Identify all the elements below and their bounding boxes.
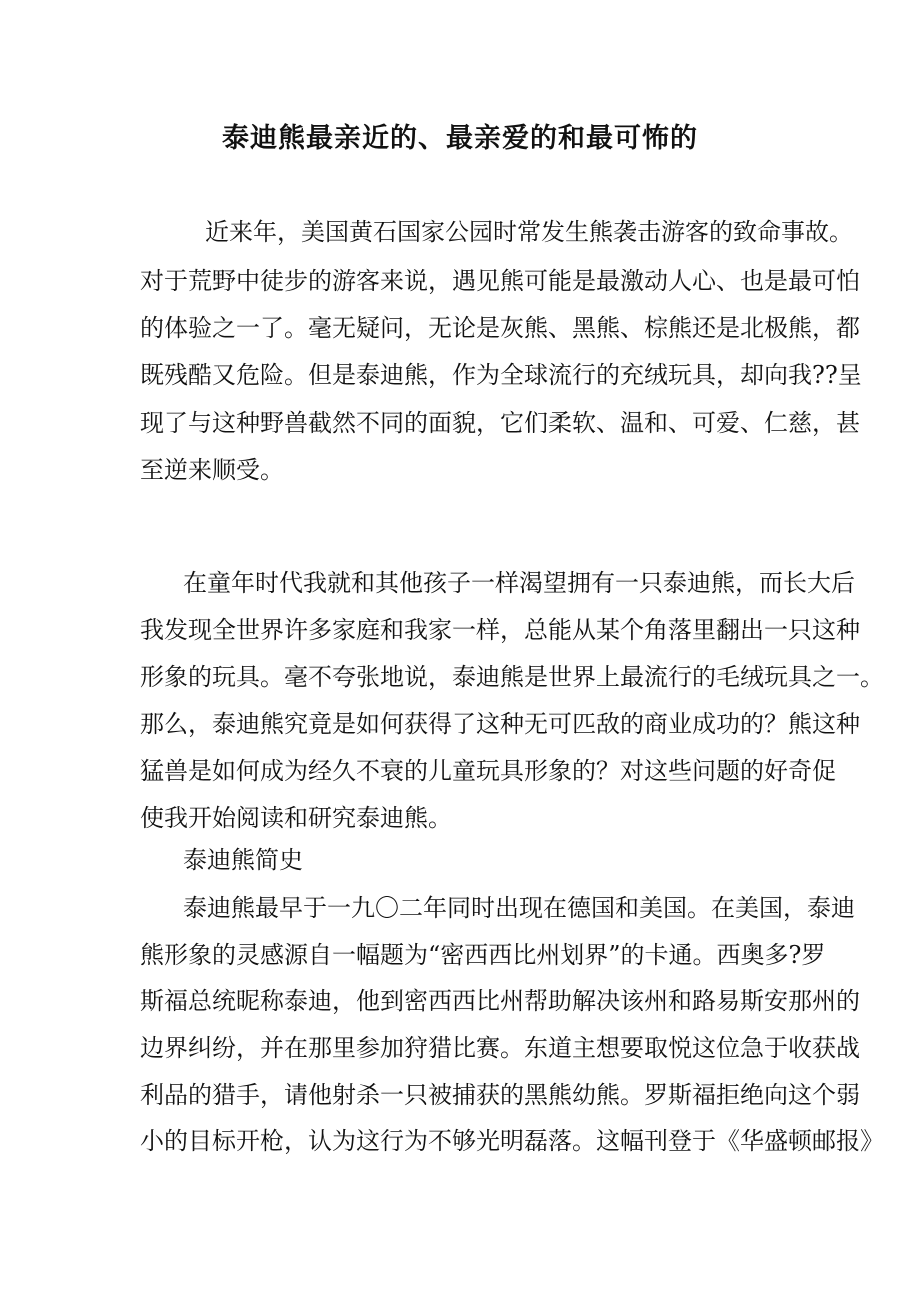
text-line: 形象的玩具。毫不夸张地说，泰迪熊是世界上最流行的毛绒玩具之一。 [140, 663, 884, 691]
section-heading: 泰迪熊简史 [183, 846, 303, 874]
text-line: 小的目标开枪，认为这行为不够光明磊落。这幅刊登于《华盛顿邮报》 [140, 1127, 884, 1155]
text-line: 那么，泰迪熊究竟是如何获得了这种无可匹敌的商业成功的？熊这种 [140, 710, 860, 738]
text-line: 使我开始阅读和研究泰迪熊。 [140, 804, 452, 832]
text-line: 对于荒野中徒步的游客来说，遇见熊可能是最激动人心、也是最可怕 [140, 267, 860, 295]
text-line: 猛兽是如何成为经久不衰的儿童玩具形象的？对这些问题的好奇促 [140, 757, 836, 785]
text-line: 边界纠纷，并在那里参加狩猎比赛。东道主想要取悦这位急于收获战 [140, 1034, 860, 1062]
text-line: 泰迪熊最早于一九〇二年同时出现在德国和美国。在美国，泰迪 [183, 894, 855, 922]
document-title: 泰迪熊最亲近的、最亲爱的和最可怖的 [222, 123, 698, 154]
text-line: 在童年时代我就和其他孩子一样渴望拥有一只泰迪熊，而长大后 [183, 569, 855, 597]
text-line: 熊形象的灵感源自一幅题为“密西西比州划界”的卡通。西奥多?罗 [140, 941, 826, 969]
text-line: 近来年，美国黄石国家公园时常发生熊袭击游客的致命事故。 [205, 218, 853, 246]
text-line: 至逆来顺受。 [140, 456, 284, 484]
text-line: 斯福总统昵称泰迪，他到密西西比州帮助解决该州和路易斯安那州的 [140, 987, 860, 1015]
text-line: 我发现全世界许多家庭和我家一样，总能从某个角落里翻出一只这种 [140, 616, 860, 644]
text-line: 利品的猎手，请他射杀一只被捕获的黑熊幼熊。罗斯福拒绝向这个弱 [140, 1081, 860, 1109]
text-line: 既残酷又危险。但是泰迪熊，作为全球流行的充绒玩具，却向我??呈 [140, 361, 862, 389]
text-line: 现了与这种野兽截然不同的面貌，它们柔软、温和、可爱、仁慈，甚 [140, 409, 860, 437]
text-line: 的体验之一了。毫无疑问，无论是灰熊、黑熊、棕熊还是北极熊，都 [140, 314, 860, 342]
